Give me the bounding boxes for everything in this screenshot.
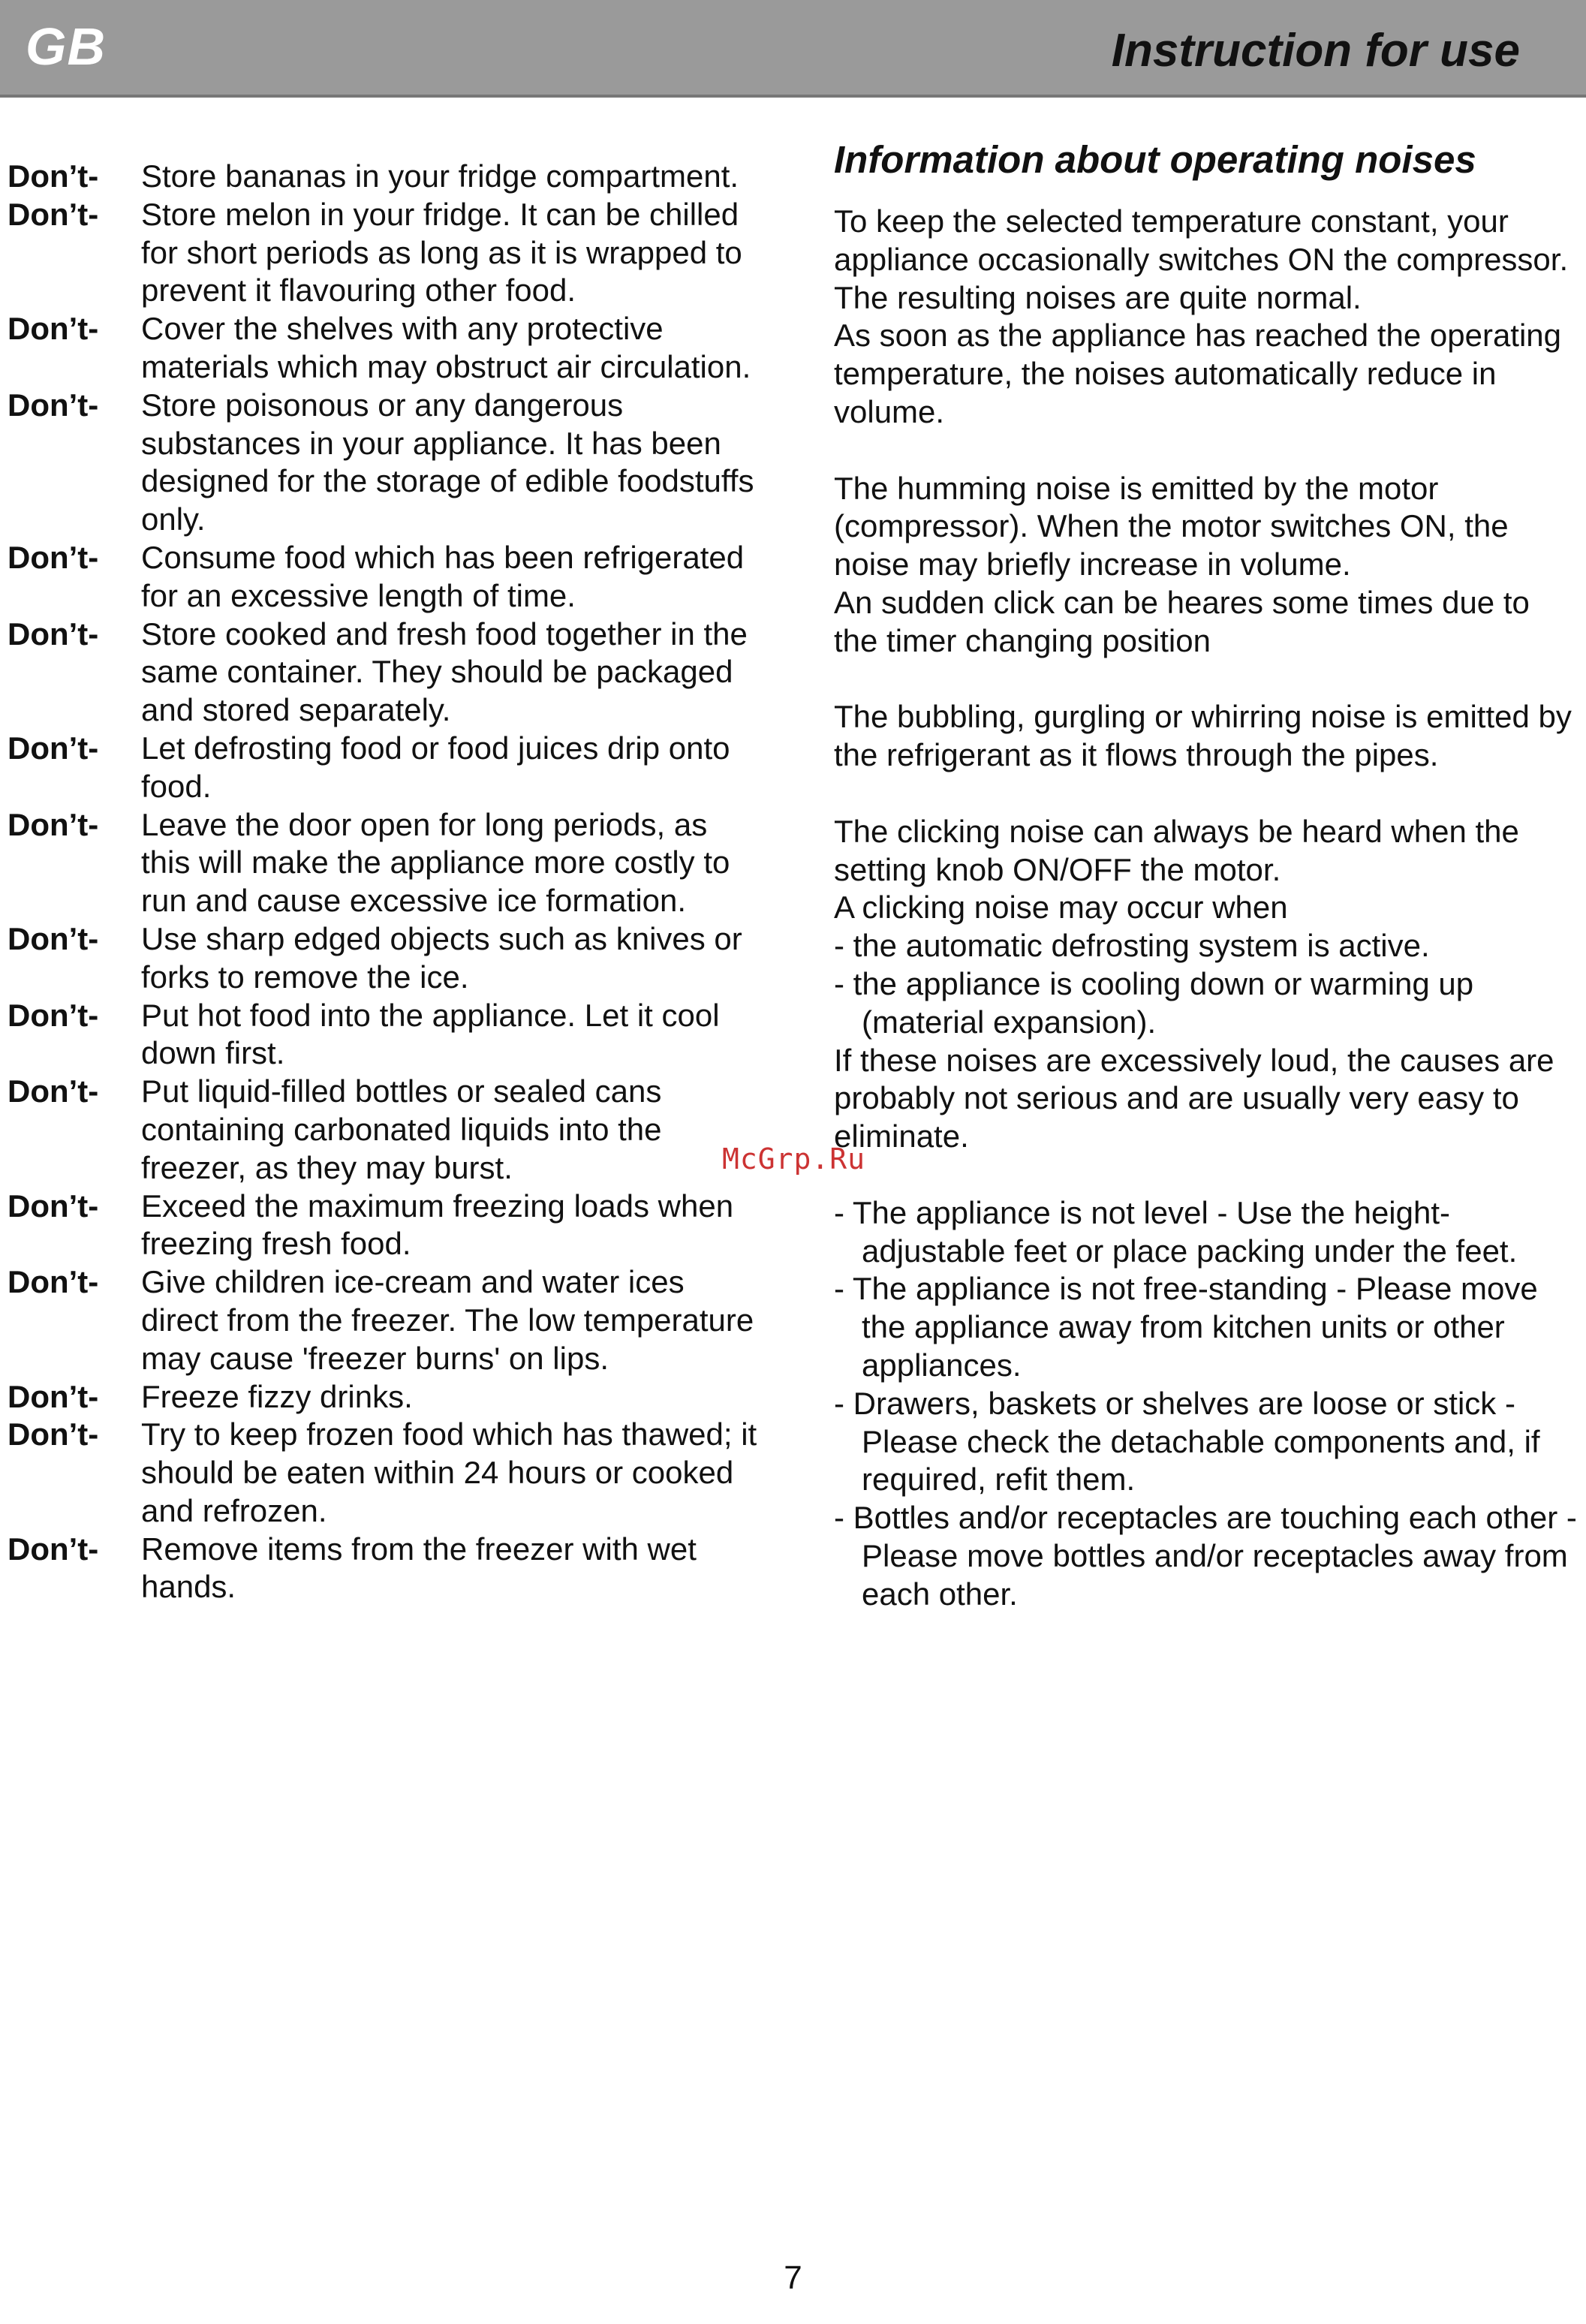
bullet-item: - Drawers, baskets or shelves are loose or stick - Please check the detachable components and, if required, refit them. bbox=[834, 1385, 1540, 1498]
dont-label: Don’t- bbox=[8, 387, 99, 423]
dont-text: Consume food which has been refrigerated for an excessive length of time. bbox=[141, 539, 745, 613]
list-item bbox=[8, 1073, 758, 1187]
dont-text: Try to keep frozen food which has thawed; it should be eaten within 24 hours or cooked and refrozen. bbox=[141, 1416, 757, 1528]
list-item bbox=[8, 730, 758, 806]
dont-label: Don’t- bbox=[8, 997, 99, 1033]
paragraph: To keep the selected temperature constant, your appliance occasionally switches ON the compressor. bbox=[834, 203, 1569, 277]
list-item bbox=[8, 920, 758, 997]
bullet-item: - Bottles and/or receptacles are touching each other - Please move bottles and/or receptacles away from each other. bbox=[834, 1500, 1577, 1612]
paragraph: The clicking noise can always be heard when the setting knob ON/OFF the motor. bbox=[834, 813, 1519, 887]
dont-text: Cover the shelves with any protective materials which may obstruct air circulation. bbox=[141, 311, 751, 384]
dont-label: Don’t- bbox=[8, 1416, 99, 1452]
header-title: Instruction for use bbox=[1111, 25, 1520, 77]
watermark: McGrp.Ru bbox=[722, 1142, 866, 1176]
paragraph: A clicking noise may occur when bbox=[834, 890, 1288, 926]
dont-text: Put liquid-filled bottles or sealed cans containing carbonated liquids into the freezer, as they may burst. bbox=[141, 1073, 662, 1185]
list-item bbox=[8, 1263, 758, 1377]
paragraph: The humming noise is emitted by the motor (compressor). When the motor switches ON, the noise may briefly increase in volume. bbox=[834, 470, 1509, 583]
dont-text: Store cooked and fresh food together in the same container. They should be packaged and stored separately. bbox=[141, 616, 748, 728]
dont-text: Remove items from the freezer with wet hands. bbox=[141, 1531, 697, 1605]
list-item bbox=[8, 158, 758, 196]
dont-text: Exceed the maximum freezing loads when freezing fresh food. bbox=[141, 1188, 734, 1262]
dont-text: Give children ice-cream and water ices direct from the freezer. The low temperature may cause 'freezer burns' on lips. bbox=[141, 1264, 754, 1376]
list-item bbox=[8, 310, 758, 387]
paragraph: The resulting noises are quite normal. bbox=[834, 279, 1362, 315]
dont-label: Don’t- bbox=[8, 920, 99, 956]
dont-label: Don’t- bbox=[8, 539, 99, 575]
list-item bbox=[8, 1188, 758, 1264]
bullet-item: - the automatic defrosting system is active. bbox=[834, 928, 1430, 964]
dont-text: Store poisonous or any dangerous substances in your appliance. It has been designed for the storage of edible foodstuffs only. bbox=[141, 387, 754, 537]
dont-text: Use sharp edged objects such as knives or forks to remove the ice. bbox=[141, 920, 742, 995]
dont-label: Don’t- bbox=[8, 158, 99, 194]
donts-list bbox=[8, 158, 758, 1606]
list-item bbox=[8, 1416, 758, 1530]
dont-label: Don’t- bbox=[8, 806, 99, 842]
paragraph: An sudden click can be heares some times due to the timer changing position bbox=[834, 584, 1530, 658]
header-bar bbox=[0, 0, 1586, 98]
list-item bbox=[8, 616, 758, 730]
bullet-item: - the appliance is cooling down or warming up (material expansion). bbox=[834, 965, 1474, 1040]
dont-text: Store bananas in your fridge compartment. bbox=[141, 158, 739, 194]
language-code: GB bbox=[26, 17, 106, 76]
dont-label: Don’t- bbox=[8, 1073, 99, 1109]
list-item bbox=[8, 196, 758, 310]
list-item bbox=[8, 1378, 758, 1416]
dont-text: Leave the door open for long periods, as this will make the appliance more costly to run and cause excessive ice formation. bbox=[141, 806, 730, 919]
list-item bbox=[8, 1531, 758, 1607]
dont-label: Don’t- bbox=[8, 1378, 99, 1414]
list-item bbox=[8, 539, 758, 616]
bullet-item: - The appliance is not level - Use the height-adjustable feet or place packing under the feet. bbox=[834, 1194, 1518, 1269]
dont-label: Don’t- bbox=[8, 1188, 99, 1224]
dont-label: Don’t- bbox=[8, 616, 99, 652]
paragraph: The bubbling, gurgling or whirring noise is emitted by the refrigerant as it flows through the pipes. bbox=[834, 699, 1572, 773]
dont-text: Let defrosting food or food juices drip onto food. bbox=[141, 730, 730, 804]
list-item bbox=[8, 806, 758, 920]
section-heading: Information about operating noises bbox=[834, 138, 1476, 181]
page-number: 7 bbox=[784, 2259, 802, 2296]
dont-text: Freeze fizzy drinks. bbox=[141, 1378, 413, 1414]
list-item bbox=[8, 387, 758, 539]
operating-noises-section bbox=[834, 135, 1577, 1613]
dont-text: Store melon in your fridge. It can be chilled for short periods as long as it is wrapped to prevent it flavouring other food. bbox=[141, 196, 742, 309]
paragraph: As soon as the appliance has reached the operating temperature, the noises automatically reduce in volume. bbox=[834, 318, 1562, 429]
dont-label: Don’t- bbox=[8, 311, 99, 347]
dont-label: Don’t- bbox=[8, 730, 99, 766]
dont-label: Don’t- bbox=[8, 196, 99, 232]
bullet-item: - The appliance is not free-standing - Please move the appliance away from kitchen units or other appliances. bbox=[834, 1271, 1538, 1383]
dont-label: Don’t- bbox=[8, 1264, 99, 1300]
dont-text: Put hot food into the appliance. Let it cool down first. bbox=[141, 997, 720, 1071]
dont-label: Don’t- bbox=[8, 1531, 99, 1567]
list-item bbox=[8, 997, 758, 1073]
paragraph: If these noises are excessively loud, the causes are probably not serious and are usually very easy to eliminate. bbox=[834, 1042, 1554, 1154]
